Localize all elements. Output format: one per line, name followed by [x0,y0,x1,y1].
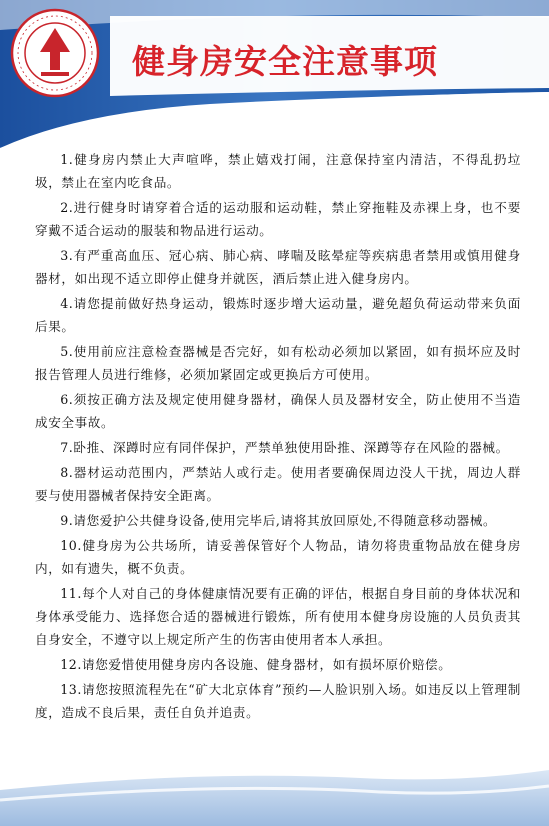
rule-item: 1.健身房内禁止大声喧哗，禁止嬉戏打闹，注意保持室内清洁，不得乱扔垃圾，禁止在室内吃食品。 [35,152,521,191]
university-seal-icon [10,8,100,98]
rule-item: 3.有严重高血压、冠心病、肺心病、哮喘及眩晕症等疾病患者禁用或慎用健身器材，如出现不适立即停止健身并就医，酒后禁止进入健身房内。 [35,248,521,287]
footer-wave [0,770,549,826]
rule-item: 13.请您按照流程先在“矿大北京体育”预约—人脸识别入场。如违反以上管理制度，造成不良后果，责任自负并追责。 [35,681,521,720]
rule-item: 11.每个人对自己的身体健康情况要有正确的评估，根据自身目前的身体状况和身体承受能力、选择您合适的器械进行锻炼，所有使用本健身房设施的人员负责其自身安全，不遵守以上规定所产生的伤害由使用者本人承担。 [35,585,521,647]
rules-list [35,148,521,726]
rule-item: 9.请您爱护公共健身设备,使用完毕后,请将其放回原处,不得随意移动器械。 [60,512,497,528]
rule-item: 2.进行健身时请穿着合适的运动服和运动鞋，禁止穿拖鞋及赤裸上身，也不要穿戴不适合运动的服装和物品进行运动。 [35,200,521,239]
university-logo [10,8,100,98]
rule-item: 10.健身房为公共场所，请妥善保管好个人物品，请勿将贵重物品放在健身房内，如有遗失，概不负责。 [35,537,521,576]
rule-item: 12.请您爱惜使用健身房内各设施、健身器材，如有损坏原价赔偿。 [60,656,452,672]
rule-item: 4.请您提前做好热身运动，锻炼时逐步增大运动量，避免超负荷运动带来负面后果。 [35,296,521,335]
page-title: 健身房安全注意事项 [132,42,438,81]
rule-item: 7.卧推、深蹲时应有同伴保护，严禁单独使用卧推、深蹲等存在风险的器械。 [60,440,509,455]
rule-item: 8.器材运动范围内，严禁站人或行走。使用者要确保周边没人干扰，周边人群要与使用器械者保持安全距离。 [35,464,521,503]
rule-item: 6.须按正确方法及规定使用健身器材，确保人员及器材安全，防止使用不当造成安全事故。 [35,392,521,431]
rule-item: 5.使用前应注意检查器械是否完好，如有松动必须加以紧固，如有损坏应及时报告管理人员进行维修，必须加紧固定或更换后方可使用。 [35,344,521,383]
